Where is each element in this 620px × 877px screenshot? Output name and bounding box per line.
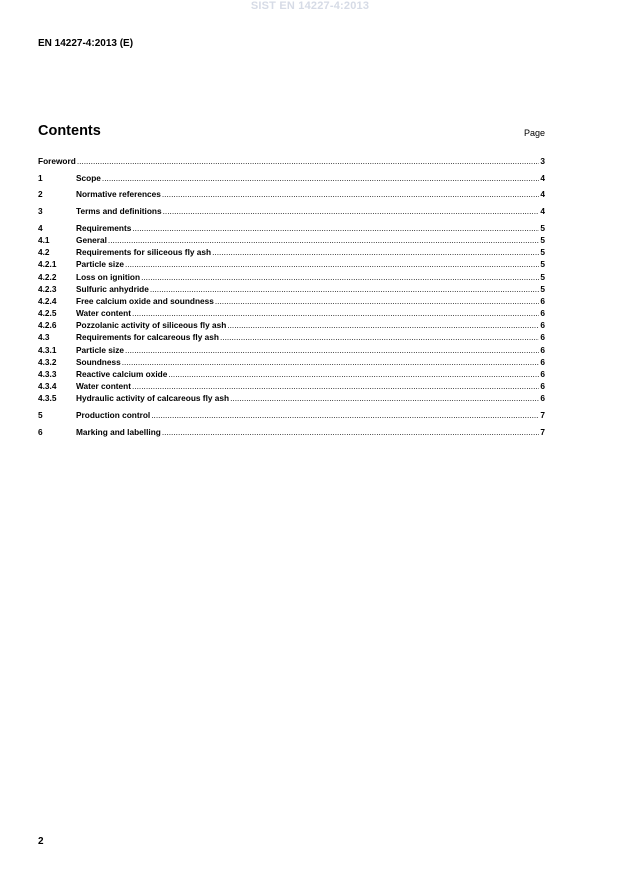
toc-entry-title: Loss on ignition [76, 271, 141, 282]
toc-dot-leader [162, 426, 540, 438]
toc-entry-page: 5 [540, 222, 545, 233]
toc-entry-page: 6 [540, 320, 545, 331]
toc-entry[interactable] [38, 246, 545, 258]
toc-entry-page: 5 [540, 234, 545, 245]
toc-entry[interactable] [38, 392, 545, 404]
toc-entry-title: Particle size [76, 259, 124, 270]
toc-dot-leader [220, 331, 539, 343]
toc-entry[interactable] [38, 368, 545, 380]
toc-entry-page: 5 [540, 283, 545, 294]
toc-entry-page: 4 [540, 206, 545, 217]
toc-entry-page: 6 [540, 332, 545, 343]
toc-entry-number: 4.2.4 [38, 295, 57, 306]
toc-entry-number: 3 [38, 206, 43, 217]
toc-dot-leader [108, 234, 539, 246]
toc-entry[interactable] [38, 172, 545, 184]
toc-entry[interactable] [38, 155, 545, 167]
toc-entry[interactable] [38, 356, 545, 368]
toc-entry-page: 7 [540, 426, 545, 437]
toc-entry-number: 6 [38, 426, 43, 437]
toc-entry-page: 5 [540, 259, 545, 270]
toc-entry[interactable] [38, 380, 545, 392]
toc-entry-number: 4.2.2 [38, 271, 57, 282]
toc-entry-title: Requirements for siliceous fly ash [76, 247, 212, 258]
toc-dot-leader [212, 246, 539, 258]
toc-dot-leader [151, 409, 539, 421]
toc-entry-title: Marking and labelling [76, 426, 161, 437]
toc-entry-number: 2 [38, 189, 43, 200]
toc-entry-number: 4.1 [38, 234, 50, 245]
toc-entry-page: 6 [540, 381, 545, 392]
toc-group [38, 222, 545, 405]
toc-dot-leader [122, 356, 540, 368]
toc-entry[interactable] [38, 205, 545, 217]
toc-entry-page: 6 [540, 344, 545, 355]
contents-heading: Contents [38, 123, 101, 139]
toc-entry-number: 4.3.3 [38, 369, 57, 379]
toc-entry-page: 6 [540, 295, 545, 306]
toc-dot-leader [125, 344, 539, 356]
toc-entry-number: 4.2.5 [38, 308, 57, 319]
toc-entry-title: Water content [76, 381, 132, 392]
toc-entry-number: 4.3.5 [38, 393, 57, 404]
toc-entry-number: 1 [38, 172, 43, 183]
toc-entry-page: 6 [540, 356, 545, 367]
toc-entry-number: 4.2 [38, 247, 50, 258]
toc-entry-page: 6 [540, 308, 545, 319]
toc-dot-leader [215, 295, 540, 307]
toc-entry-number: 4.3.2 [38, 356, 57, 367]
toc-dot-leader [162, 188, 540, 200]
toc-dot-leader [168, 368, 539, 380]
watermark: SIST EN 14227-4:2013 [250, 0, 370, 12]
toc-entry-page: 6 [540, 393, 545, 404]
toc-entry-title: Terms and definitions [76, 206, 162, 217]
toc-entry-page: 7 [540, 410, 545, 421]
toc-entry-title: Scope [76, 172, 101, 183]
toc-entry-page: 5 [540, 247, 545, 258]
toc-entry-title: Requirements [76, 222, 132, 233]
toc-entry-title: Free calcium oxide and soundness [76, 295, 214, 306]
toc-entry-title: Foreword [38, 156, 76, 166]
toc-entry-title: Reactive calcium oxide [76, 369, 168, 379]
toc-entry[interactable] [38, 271, 545, 283]
toc-entry-number: 4.2.3 [38, 283, 57, 294]
page-column-label: Page [523, 128, 545, 138]
toc-group [38, 172, 545, 184]
page-number: 2 [38, 836, 44, 847]
toc-entry-title: Sulfuric anhydride [76, 283, 149, 294]
toc-entry[interactable] [38, 295, 545, 307]
toc-entry[interactable] [38, 188, 545, 200]
toc-entry-title: Particle size [76, 344, 124, 355]
toc-dot-leader [132, 380, 539, 392]
toc-entry-title: Requirements for calcareous fly ash [76, 332, 219, 343]
toc-entry-number: 5 [38, 410, 43, 421]
toc-entry-title: Water content [76, 308, 132, 319]
document-header: EN 14227-4:2013 (E) [38, 38, 134, 49]
toc-entry-number: 4 [38, 222, 43, 233]
toc-group [38, 426, 545, 438]
toc-entry[interactable] [38, 331, 545, 343]
toc-dot-leader [132, 222, 539, 234]
toc-dot-leader [227, 319, 539, 331]
toc-entry-number: 4.3.4 [38, 381, 57, 392]
toc-dot-leader [150, 283, 540, 295]
toc-dot-leader [102, 172, 539, 184]
toc-dot-leader [125, 258, 539, 270]
toc-entry-title: General [76, 234, 107, 245]
toc-entry-title: Soundness [76, 356, 121, 367]
toc-entry-page: 6 [540, 369, 545, 379]
toc-dot-leader [163, 205, 540, 217]
toc-entry[interactable] [38, 409, 545, 421]
toc-entry-title: Pozzolanic activity of siliceous fly ash [76, 320, 227, 331]
toc-entry-page: 4 [540, 172, 545, 183]
toc-entry[interactable] [38, 307, 545, 319]
toc-dot-leader [141, 271, 539, 283]
table-of-contents [38, 155, 545, 442]
toc-group [38, 155, 545, 167]
toc-entry-page: 3 [540, 156, 545, 166]
toc-entry-number: 4.2.1 [38, 259, 57, 270]
toc-group [38, 409, 545, 421]
toc-entry-title: Hydraulic activity of calcareous fly ash [76, 393, 230, 404]
toc-entry[interactable] [38, 258, 545, 270]
toc-dot-leader [77, 155, 540, 167]
toc-entry-page: 4 [540, 189, 545, 200]
toc-group [38, 188, 545, 200]
toc-entry[interactable] [38, 234, 545, 246]
toc-entry[interactable] [38, 283, 545, 295]
toc-entry-title: Production control [76, 410, 151, 421]
toc-entry-number: 4.3.1 [38, 344, 57, 355]
toc-entry-title: Normative references [76, 189, 161, 200]
toc-entry[interactable] [38, 426, 545, 438]
toc-dot-leader [230, 392, 539, 404]
toc-group [38, 205, 545, 217]
toc-entry-page: 5 [540, 271, 545, 282]
toc-entry-number: 4.2.6 [38, 320, 57, 331]
toc-entry[interactable] [38, 319, 545, 331]
toc-dot-leader [132, 307, 539, 319]
toc-entry-number: 4.3 [38, 332, 50, 343]
toc-entry[interactable] [38, 222, 545, 234]
toc-entry[interactable] [38, 344, 545, 356]
